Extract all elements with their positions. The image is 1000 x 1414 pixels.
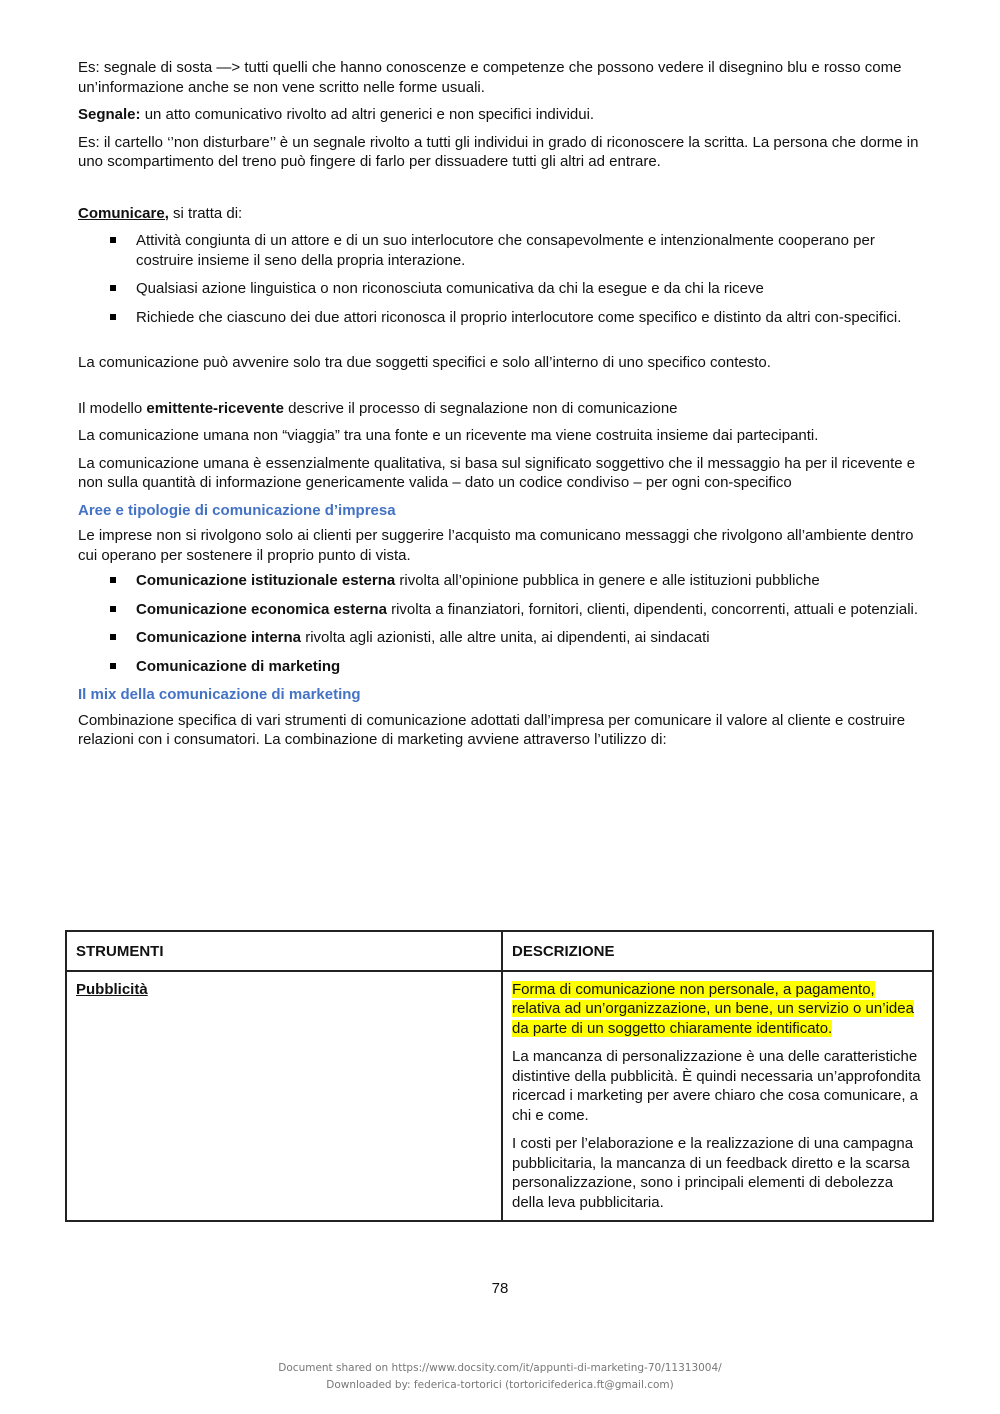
- section-heading-aree: Aree e tipologie di comunicazione d’impresa: [78, 501, 396, 519]
- paragraph-modello: Il modello emittente-ricevente descrive il processo di segnalazione non di comunicazione: [78, 399, 678, 417]
- term-emittente-ricevente: emittente-ricevente: [146, 399, 284, 417]
- aree-list: [78, 571, 934, 676]
- description-paragraph: La mancanza di personalizzazione è una delle caratteristiche distintive della pubblicità. È quindi necessaria un’approfondita ricercad i marketing per avere chiaro che cosa comunicare, a chi e come.: [512, 1048, 921, 1124]
- list-item: Attività congiunta di un attore e di un suo interlocutore che consapevolmente e intenzionalmente cooperano per costruire insieme il seno della propria interazione.: [78, 231, 934, 270]
- paragraph-comunicare: Comunicare, si tratta di:: [78, 204, 243, 222]
- paragraph-contesto: La comunicazione può avvenire solo tra due soggetti specifici e solo all’interno di uno specifico contesto.: [78, 354, 771, 371]
- column-header-strumenti: STRUMENTI: [66, 931, 502, 971]
- list-item: Comunicazione economica esterna rivolta a finanziatori, fornitori, clienti, dipendenti, concorrenti, attuali e potenziali.: [78, 600, 934, 620]
- strumento-pubblicita: Pubblicità: [76, 980, 148, 998]
- footer-shared-link: Document shared on https://www.docsity.com/it/appunti-di-marketing-70/11313004/: [278, 1362, 722, 1374]
- paragraph-viaggia: La comunicazione umana non “viaggia” tra una fonte e un ricevente ma viene costruita insieme dai partecipanti.: [78, 427, 819, 444]
- paragraph-es-non-disturbare: Es: il cartello ‘’non disturbare’’ è un segnale rivolto a tutti gli individui in grado di riconoscere la scritta. La persona che dorme in uno scompartimento del treno può fingere di farlo per dissuadere tutti gli altri ad entrare.: [78, 133, 919, 170]
- list-item: Comunicazione istituzionale esterna rivolta all’opinione pubblica in genere e alle istituzioni pubbliche: [78, 571, 934, 591]
- paragraph-es-segnale-sosta: Es: segnale di sosta —> tutti quelli che hanno conoscenze e competenze che possono vedere il disegnino blu e rosso come un’informazione anche se non vene scritto nelle forme usuali.: [78, 59, 902, 96]
- list-item: Richiede che ciascuno dei due attori riconosca il proprio interlocutore come specifico e distinto da altri con-specifici.: [78, 308, 934, 328]
- cell-descrizione: [502, 971, 933, 1222]
- term-segnale: Segnale:: [78, 106, 141, 123]
- list-item: Comunicazione interna rivolta agli azionisti, alle altre unita, ai dipendenti, ai sindacati: [78, 628, 934, 648]
- cell-strumento: [66, 971, 502, 1222]
- column-header-descrizione: DESCRIZIONE: [502, 931, 933, 971]
- document-body: [78, 58, 934, 758]
- term-comunicare: Comunicare,: [78, 204, 169, 222]
- paragraph-segnale-definition: Segnale: un atto comunicativo rivolto ad altri generici e non specifici individui.: [78, 106, 595, 123]
- list-item: Comunicazione di marketing: [78, 657, 934, 677]
- comunicare-list: [78, 231, 934, 327]
- footer-downloaded-by: Downloaded by: federica-tortorici (tortoricifederica.ft@gmail.com): [326, 1379, 674, 1391]
- description-paragraph: I costi per l’elaborazione e la realizzazione di una campagna pubblicitaria, la mancanza di un feedback diretto e la scarsa personalizzazione, sono i principali elementi di debolezza della leva pubblicitaria.: [512, 1135, 914, 1211]
- section-heading-mix: Il mix della comunicazione di marketing: [78, 686, 361, 703]
- strumenti-table: [65, 930, 934, 1222]
- table-row: [66, 971, 933, 1222]
- paragraph-imprese: Le imprese non si rivolgono solo ai clienti per suggerire l’acquisto ma comunicano messaggi che rivolgono all’ambiente dentro cui operano per sostenere il proprio punto di vista.: [78, 527, 914, 564]
- table-header-row: [66, 931, 933, 971]
- list-item: Qualsiasi azione linguistica o non riconosciuta comunicativa da chi la esegue e da chi la riceve: [78, 279, 934, 299]
- paragraph-qualitativa: La comunicazione umana è essenzialmente qualitativa, si basa sul significato soggettivo che il messaggio ha per il ricevente e non sulla quantità di informazione genericamente valida – dato un codice condiviso – per ogni con-specifico: [78, 454, 916, 491]
- page-number: 78: [491, 1280, 509, 1297]
- highlighted-definition: Forma di comunicazione non personale, a pagamento, relativa ad un’organizzazione, un bene, un servizio o un’idea da parte di un soggetto chiaramente identificato.: [512, 980, 914, 1037]
- paragraph-combinazione: Combinazione specifica di vari strumenti di comunicazione adottati dall’impresa per comunicare il valore al cliente e costruire relazioni con i consumatori. La combinazione di marketing avviene attraverso l’utilizzo di:: [78, 711, 906, 748]
